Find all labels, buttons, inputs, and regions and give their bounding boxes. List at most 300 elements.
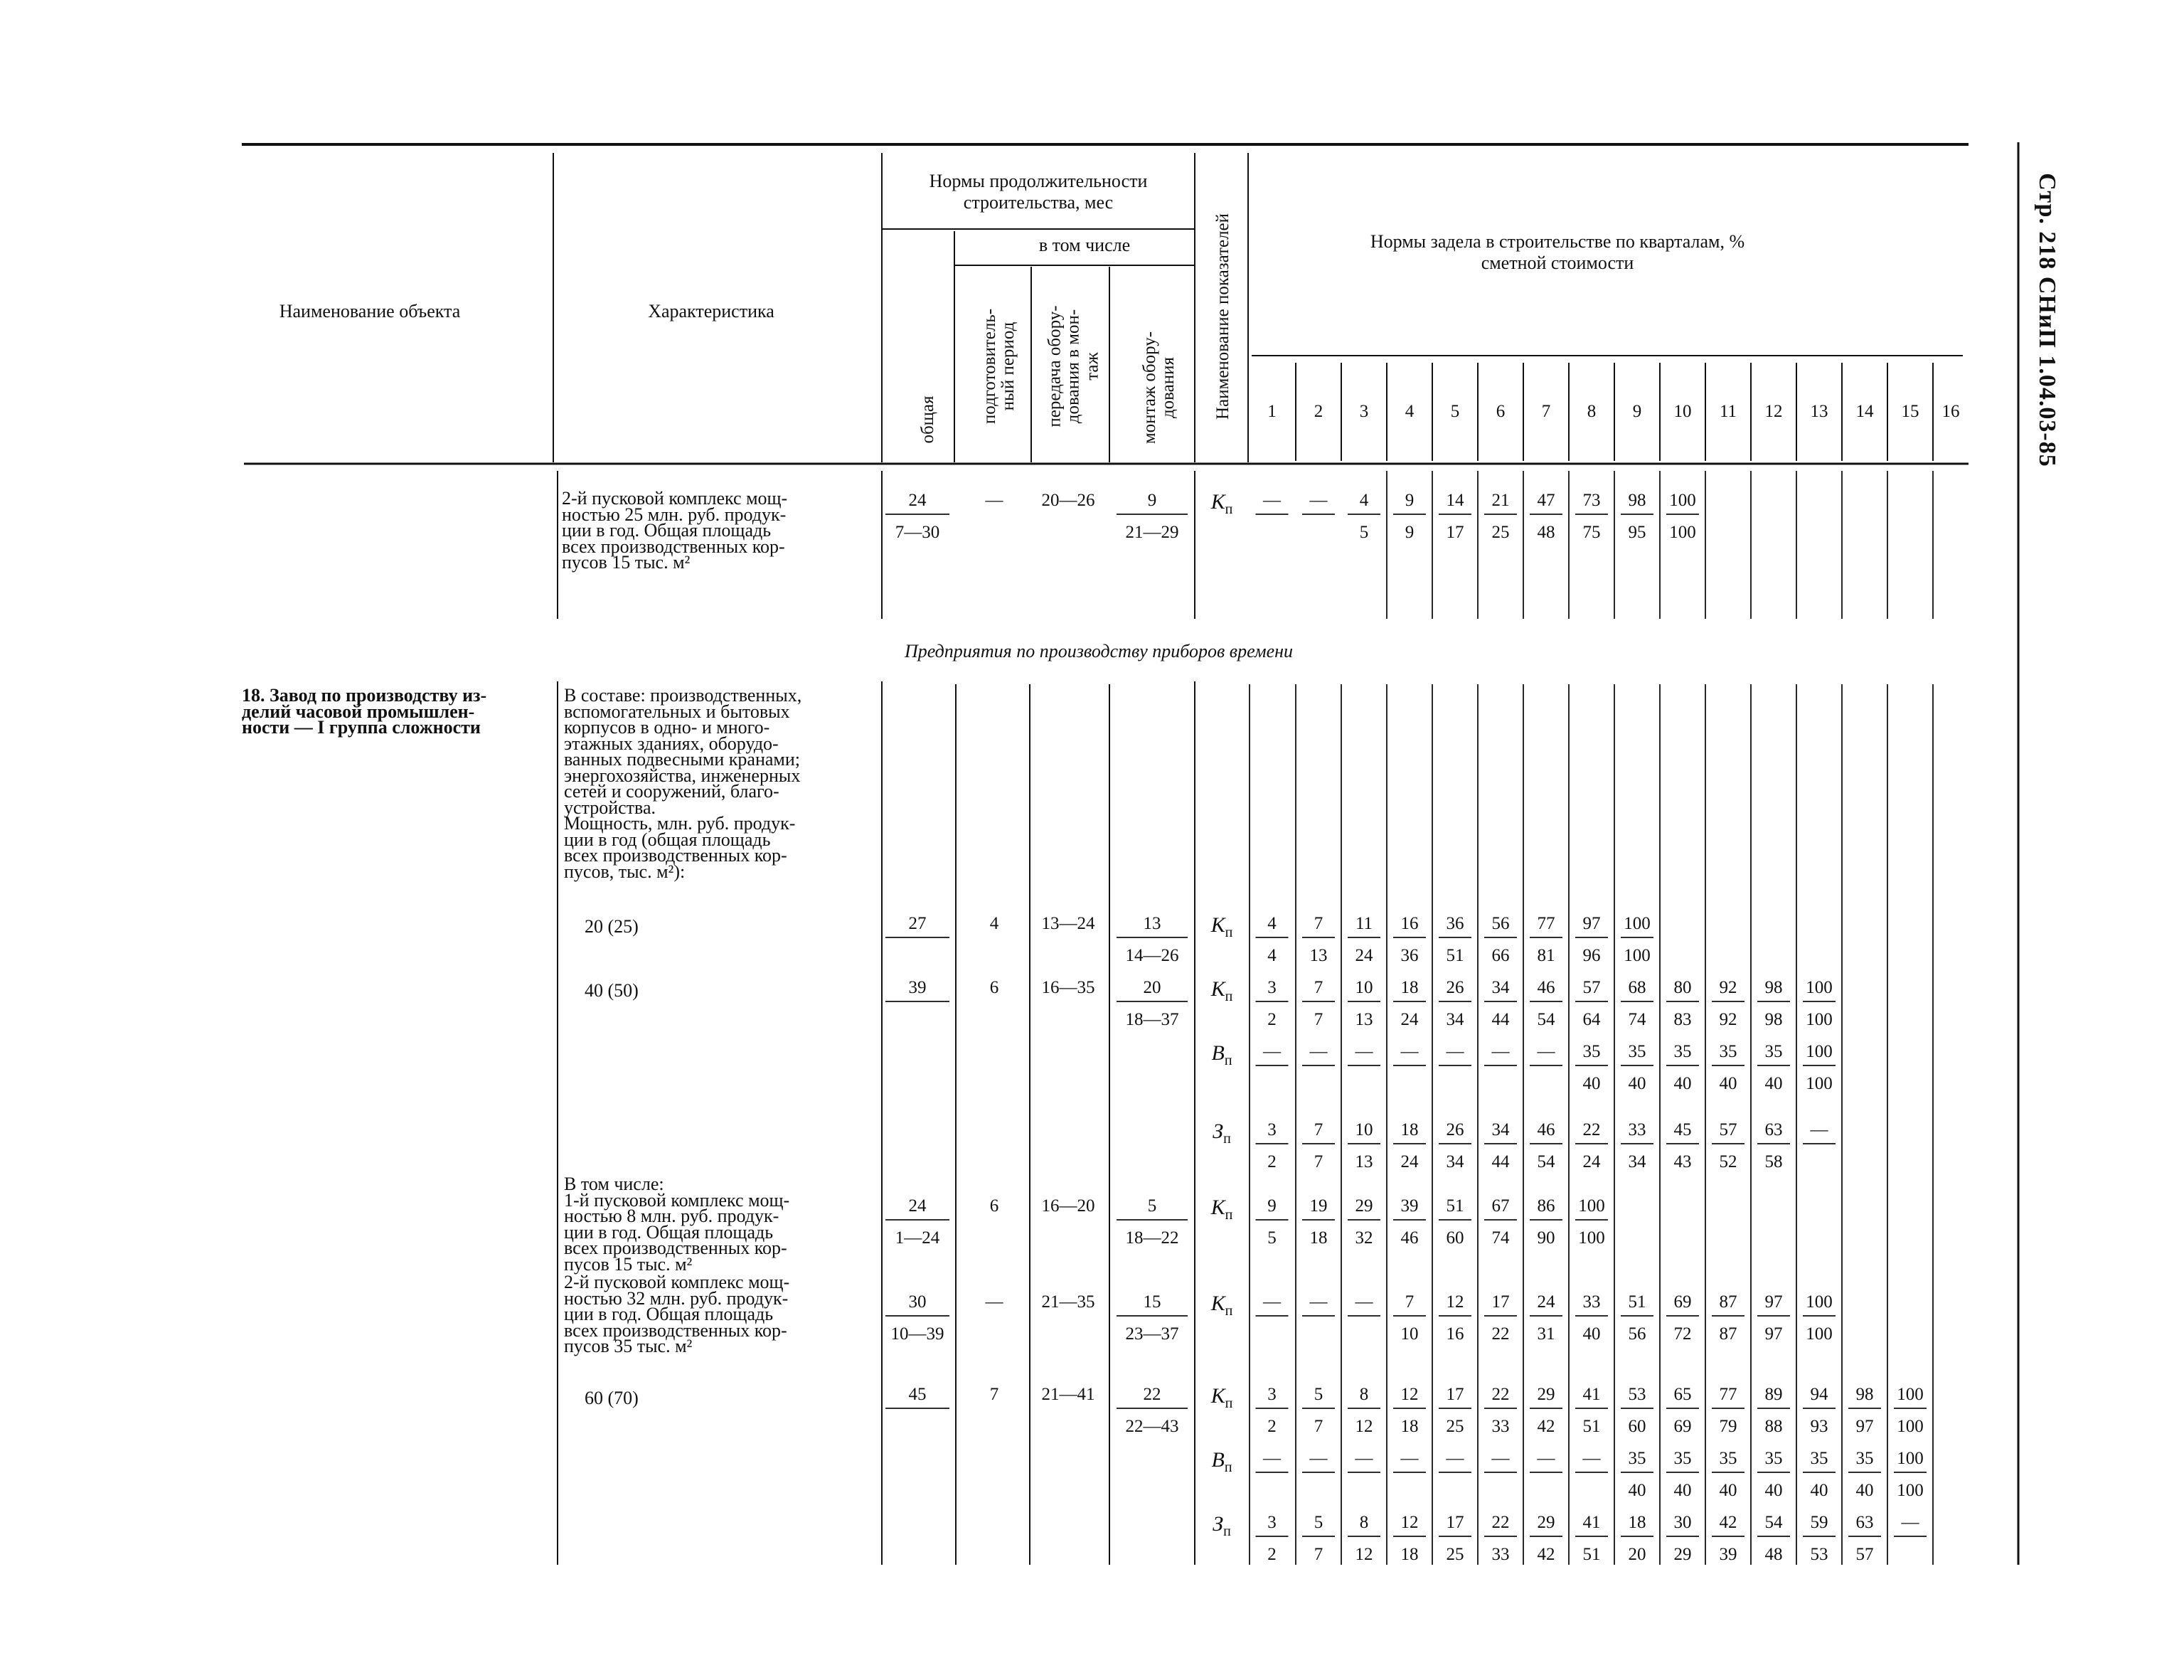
blk-a-line: ностью 25 млн. руб. продук- xyxy=(562,504,787,525)
indicator-К: $К_п$ xyxy=(1210,977,1233,1004)
q5-cell: 60 xyxy=(1446,1228,1464,1248)
blk-b-line: всех производственных кор- xyxy=(564,845,787,866)
transfer-cell: 21—35 xyxy=(1041,1292,1095,1312)
capacity-40: 40 (50) xyxy=(585,980,639,1001)
q13-cell: 35 xyxy=(1810,1449,1828,1468)
q6-cell: 44 xyxy=(1491,1152,1510,1171)
total-cell: 45 xyxy=(908,1385,927,1404)
q7-cell: 46 xyxy=(1537,1120,1555,1139)
section-title: Предприятия по производству приборов времени xyxy=(904,641,1294,661)
q10-cell: 40 xyxy=(1673,1481,1692,1500)
q8-cell: 51 xyxy=(1582,1545,1601,1564)
q9-cell: 60 xyxy=(1628,1417,1646,1436)
header-characteristic: Характеристика xyxy=(648,301,774,321)
q12-cell: 63 xyxy=(1764,1120,1783,1139)
q4-cell: 7 xyxy=(1405,1292,1415,1312)
q15-cell: 100 xyxy=(1897,1417,1924,1436)
blk-a-line: 2-й пусковой комплекс мощ- xyxy=(562,488,788,509)
prep-cell: 7 xyxy=(989,1385,999,1404)
quarter-header-10: 10 xyxy=(1673,402,1692,421)
blk-d-line: ции в год. Общая площадь xyxy=(564,1304,774,1324)
q2-cell: 7 xyxy=(1314,1152,1323,1171)
total-cell: 1—24 xyxy=(895,1228,940,1248)
q2-cell: 19 xyxy=(1309,1196,1328,1216)
q11-cell: 92 xyxy=(1719,978,1737,997)
obj18-line: ности — I группа сложности xyxy=(242,717,481,738)
transfer-cell: 13—24 xyxy=(1041,914,1095,933)
q11-cell: 52 xyxy=(1719,1152,1737,1171)
q11-cell: 39 xyxy=(1719,1545,1737,1564)
q3-cell: 24 xyxy=(1355,946,1373,965)
mount-cell: 13 xyxy=(1143,914,1161,933)
q1-cell: — xyxy=(1263,1449,1281,1468)
q4-cell: — xyxy=(1400,1042,1419,1061)
quarter-header-6: 6 xyxy=(1496,402,1506,421)
q5-cell: 17 xyxy=(1446,523,1464,542)
q8-cell: 41 xyxy=(1582,1513,1601,1532)
blk-d-line: ностью 32 млн. руб. продук- xyxy=(564,1287,789,1309)
total-cell: 24 xyxy=(908,491,927,510)
quarter-header-5: 5 xyxy=(1450,402,1460,421)
q5-cell: 16 xyxy=(1446,1324,1464,1344)
q13-cell: 100 xyxy=(1806,1324,1833,1344)
q4-cell: 39 xyxy=(1400,1196,1419,1216)
q13-cell: 94 xyxy=(1810,1385,1828,1404)
q5-cell: 51 xyxy=(1446,1196,1464,1216)
q5-cell: 34 xyxy=(1446,1152,1464,1171)
q3-cell: 29 xyxy=(1355,1196,1373,1216)
q6-cell: 17 xyxy=(1491,1292,1510,1312)
q9-cell: 35 xyxy=(1628,1449,1646,1468)
indicator-В: $В_п$ xyxy=(1211,1041,1232,1068)
q3-cell: 12 xyxy=(1355,1417,1373,1436)
q7-cell: 54 xyxy=(1537,1152,1555,1171)
q3-cell: 8 xyxy=(1359,1513,1369,1532)
q6-cell: 34 xyxy=(1491,1120,1510,1139)
q13-cell: — xyxy=(1810,1120,1828,1139)
q12-cell: 88 xyxy=(1764,1417,1783,1436)
q3-cell: — xyxy=(1355,1292,1373,1312)
q4-cell: 16 xyxy=(1400,914,1419,933)
q6-cell: — xyxy=(1491,1449,1510,1468)
q1-cell: 9 xyxy=(1267,1196,1277,1216)
transfer-cell: 16—20 xyxy=(1041,1196,1095,1216)
mount-cell: 15 xyxy=(1143,1292,1161,1312)
q10-cell: 29 xyxy=(1673,1545,1692,1564)
q1-cell: 5 xyxy=(1267,1228,1277,1248)
indicator-К: $К_п$ xyxy=(1210,490,1233,517)
q7-cell: 47 xyxy=(1537,491,1555,510)
q10-cell: 43 xyxy=(1673,1152,1692,1171)
q8-cell: 40 xyxy=(1582,1324,1601,1344)
q9-cell: 100 xyxy=(1624,914,1651,933)
q9-cell: 56 xyxy=(1628,1324,1646,1344)
q4-cell: 12 xyxy=(1400,1513,1419,1532)
blk-b-line: корпусов в одно- и много- xyxy=(564,717,770,738)
total-cell: 24 xyxy=(908,1196,927,1216)
indicator-К: $К_п$ xyxy=(1210,1384,1233,1411)
q4-cell: — xyxy=(1400,1449,1419,1468)
q1-cell: 2 xyxy=(1267,1152,1277,1171)
q8-cell: 64 xyxy=(1582,1010,1601,1029)
q2-cell: 13 xyxy=(1309,946,1328,965)
q5-cell: 17 xyxy=(1446,1513,1464,1532)
q11-cell: 35 xyxy=(1719,1449,1737,1468)
q1-cell: — xyxy=(1263,1292,1281,1312)
q4-cell: 9 xyxy=(1405,523,1415,542)
q14-cell: 97 xyxy=(1855,1417,1874,1436)
q13-cell: 53 xyxy=(1810,1545,1828,1564)
q9-cell: 51 xyxy=(1628,1292,1646,1312)
q9-cell: 98 xyxy=(1628,491,1646,510)
q1-cell: — xyxy=(1263,1042,1281,1061)
q9-cell: 20 xyxy=(1628,1545,1646,1564)
q1-cell: 3 xyxy=(1267,978,1277,997)
q6-cell: 56 xyxy=(1491,914,1510,933)
header-backlog: Нормы задела в строительстве по кварталам, % сметной стоимости xyxy=(1370,231,1745,273)
obj18-line: 18. Завод по производству из- xyxy=(242,685,487,706)
q7-cell: 81 xyxy=(1537,946,1555,965)
blk-d-line: пусов 35 тыс. м² xyxy=(564,1336,693,1356)
q3-cell: 4 xyxy=(1359,491,1369,510)
q3-cell: — xyxy=(1355,1449,1373,1468)
q7-cell: 42 xyxy=(1537,1545,1555,1564)
indicator-К: $К_п$ xyxy=(1210,913,1233,940)
total-cell: 7—30 xyxy=(895,523,940,542)
q7-cell: 24 xyxy=(1537,1292,1555,1312)
indicator-З: $З_п$ xyxy=(1213,1120,1231,1147)
q11-cell: 87 xyxy=(1719,1292,1737,1312)
q8-cell: 75 xyxy=(1582,523,1601,542)
q10-cell: 65 xyxy=(1673,1385,1692,1404)
total-cell: 30 xyxy=(908,1292,927,1312)
indicator-К: $К_п$ xyxy=(1210,1292,1233,1319)
q11-cell: 79 xyxy=(1719,1417,1737,1436)
q3-cell: 32 xyxy=(1355,1228,1373,1248)
indicator-З: $З_п$ xyxy=(1213,1512,1231,1539)
q12-cell: 98 xyxy=(1764,978,1783,997)
q2-cell: — xyxy=(1309,1292,1328,1312)
q11-cell: 40 xyxy=(1719,1074,1737,1093)
quarter-header-3: 3 xyxy=(1359,402,1369,421)
q9-cell: 53 xyxy=(1628,1385,1646,1404)
quarter-header-12: 12 xyxy=(1764,402,1783,421)
blk-a-line: ции в год. Общая площадь xyxy=(562,520,772,541)
q3-cell: 11 xyxy=(1355,914,1373,933)
q10-cell: 30 xyxy=(1673,1513,1692,1532)
q12-cell: 58 xyxy=(1764,1152,1783,1171)
q6-cell: 33 xyxy=(1491,1545,1510,1564)
q8-cell: 41 xyxy=(1582,1385,1601,1404)
blk-d-line: 2-й пусковой комплекс мощ- xyxy=(564,1272,790,1292)
indicator-К: $К_п$ xyxy=(1210,1196,1233,1223)
quarter-header-2: 2 xyxy=(1314,402,1323,421)
q6-cell: 66 xyxy=(1491,946,1510,965)
blk-b-line: Мощность, млн. руб. продук- xyxy=(564,813,796,834)
quarter-header-16: 16 xyxy=(1941,402,1960,421)
q8-cell: 24 xyxy=(1582,1152,1601,1171)
q8-cell: 73 xyxy=(1582,491,1601,510)
q7-cell: 54 xyxy=(1537,1010,1555,1029)
q2-cell: — xyxy=(1309,1042,1328,1061)
q7-cell: 77 xyxy=(1537,914,1555,933)
q6-cell: 33 xyxy=(1491,1417,1510,1436)
q4-cell: 9 xyxy=(1405,491,1415,510)
q9-cell: 18 xyxy=(1628,1513,1646,1532)
q7-cell: 31 xyxy=(1537,1324,1555,1344)
q4-cell: 18 xyxy=(1400,978,1419,997)
blk-b-line: В составе: производственных, xyxy=(564,685,802,706)
mount-cell: 23—37 xyxy=(1125,1324,1179,1344)
q8-cell: 100 xyxy=(1578,1196,1605,1216)
q13-cell: 100 xyxy=(1806,1042,1833,1061)
q7-cell: 86 xyxy=(1537,1196,1555,1216)
header-including: в том числе xyxy=(1038,235,1131,255)
q8-cell: — xyxy=(1582,1449,1601,1468)
q3-cell: — xyxy=(1355,1042,1373,1061)
q4-cell: 46 xyxy=(1400,1228,1419,1248)
blk-c-line: ностью 8 млн. руб. продук- xyxy=(564,1206,779,1226)
q14-cell: 35 xyxy=(1855,1449,1874,1468)
q7-cell: 48 xyxy=(1537,523,1555,542)
page-header: Стр. 218 СНиП 1.04.03-85 xyxy=(2034,173,2060,467)
prep-cell: — xyxy=(985,1292,1003,1312)
q13-cell: 93 xyxy=(1810,1417,1828,1436)
quarter-header-11: 11 xyxy=(1719,402,1737,421)
header-duration-group: Нормы продолжительности строительства, мес xyxy=(929,171,1148,213)
q4-cell: 12 xyxy=(1400,1385,1419,1404)
q13-cell: 40 xyxy=(1810,1481,1828,1500)
blk-b-line: ванных подвесными кранами; xyxy=(564,749,800,770)
q2-cell: 7 xyxy=(1314,1545,1323,1564)
q5-cell: 26 xyxy=(1446,1120,1464,1139)
q12-cell: 89 xyxy=(1764,1385,1783,1404)
q12-cell: 98 xyxy=(1764,1010,1783,1029)
q1-cell: 4 xyxy=(1267,946,1277,965)
q10-cell: 40 xyxy=(1673,1074,1692,1093)
total-cell: 39 xyxy=(908,978,927,997)
q13-cell: 59 xyxy=(1810,1513,1828,1532)
q1-cell: 4 xyxy=(1267,914,1277,933)
q8-cell: 100 xyxy=(1578,1228,1605,1248)
q6-cell: 22 xyxy=(1491,1513,1510,1532)
q15-cell: 100 xyxy=(1897,1481,1924,1500)
q6-cell: 67 xyxy=(1491,1196,1510,1216)
q11-cell: 87 xyxy=(1719,1324,1737,1344)
q3-cell: 10 xyxy=(1355,978,1373,997)
q6-cell: 34 xyxy=(1491,978,1510,997)
q9-cell: 40 xyxy=(1628,1074,1646,1093)
q14-cell: 98 xyxy=(1855,1385,1874,1404)
blk-b-line: вспомогательных и бытовых xyxy=(564,701,790,722)
quarter-header-7: 7 xyxy=(1541,402,1551,421)
q2-cell: 7 xyxy=(1314,1417,1323,1436)
q14-cell: 63 xyxy=(1855,1513,1874,1532)
mount-cell: 21—29 xyxy=(1125,523,1179,542)
q10-cell: 45 xyxy=(1673,1120,1692,1139)
q9-cell: 40 xyxy=(1628,1481,1646,1500)
blk-c-line: всех производственных кор- xyxy=(564,1238,787,1258)
q8-cell: 57 xyxy=(1582,978,1601,997)
q7-cell: — xyxy=(1537,1449,1555,1468)
q1-cell: 3 xyxy=(1267,1120,1277,1139)
q12-cell: 35 xyxy=(1764,1449,1783,1468)
q8-cell: 51 xyxy=(1582,1417,1601,1436)
total-cell: 27 xyxy=(908,914,927,933)
q11-cell: 77 xyxy=(1719,1385,1737,1404)
blk-b-line: энергохозяйства, инженерных xyxy=(564,765,801,786)
q2-cell: 7 xyxy=(1314,978,1323,997)
q4-cell: 18 xyxy=(1400,1545,1419,1564)
q7-cell: 46 xyxy=(1537,978,1555,997)
q10-cell: 100 xyxy=(1669,523,1696,542)
q9-cell: 35 xyxy=(1628,1042,1646,1061)
q5-cell: 12 xyxy=(1446,1292,1464,1312)
blk-b-line: этажных зданиях, оборудо- xyxy=(564,733,779,754)
q11-cell: 92 xyxy=(1719,1010,1737,1029)
q5-cell: 14 xyxy=(1446,491,1464,510)
q1-cell: — xyxy=(1263,491,1281,510)
q2-cell: — xyxy=(1309,491,1328,510)
q6-cell: 21 xyxy=(1491,491,1510,510)
q12-cell: 40 xyxy=(1764,1481,1783,1500)
q2-cell: — xyxy=(1309,1449,1328,1468)
quarter-header-9: 9 xyxy=(1632,402,1642,421)
q3-cell: 10 xyxy=(1355,1120,1373,1139)
q4-cell: 10 xyxy=(1400,1324,1419,1344)
obj18-line: делий часовой промышлен- xyxy=(242,701,475,722)
q8-cell: 22 xyxy=(1582,1120,1601,1139)
q5-cell: 51 xyxy=(1446,946,1464,965)
q15-cell: — xyxy=(1901,1513,1919,1532)
q2-cell: 7 xyxy=(1314,914,1323,933)
q7-cell: — xyxy=(1537,1042,1555,1061)
q5-cell: 17 xyxy=(1446,1385,1464,1404)
q11-cell: 40 xyxy=(1719,1481,1737,1500)
header-object-name: Наименование объекта xyxy=(279,301,461,321)
q6-cell: 25 xyxy=(1491,523,1510,542)
header-total: общая xyxy=(917,395,937,444)
q3-cell: 8 xyxy=(1359,1385,1369,1404)
q7-cell: 29 xyxy=(1537,1513,1555,1532)
q3-cell: 12 xyxy=(1355,1545,1373,1564)
header-indicator: Наименование показателей xyxy=(1213,213,1232,420)
blk-b-line: устройства. xyxy=(564,797,656,818)
header-mount: монтаж обору- дования xyxy=(1139,331,1178,445)
q11-cell: 35 xyxy=(1719,1042,1737,1061)
q5-cell: — xyxy=(1446,1042,1464,1061)
quarter-header-8: 8 xyxy=(1587,402,1597,421)
q5-cell: 34 xyxy=(1446,1010,1464,1029)
total-cell: 10—39 xyxy=(890,1324,944,1344)
mount-cell: 22—43 xyxy=(1125,1417,1179,1436)
quarter-header-15: 15 xyxy=(1901,402,1919,421)
quarter-header-13: 13 xyxy=(1810,402,1828,421)
q4-cell: 36 xyxy=(1400,946,1419,965)
header-prep: подготовитель- ный период xyxy=(979,308,1018,425)
q9-cell: 68 xyxy=(1628,978,1646,997)
prep-cell: — xyxy=(985,491,1003,510)
q8-cell: 40 xyxy=(1582,1074,1601,1093)
quarter-header-4: 4 xyxy=(1405,402,1415,421)
quarter-header-14: 14 xyxy=(1855,402,1874,421)
blk-c-line: пусов 15 тыс. м² xyxy=(564,1253,693,1275)
mount-cell: 18—22 xyxy=(1125,1228,1179,1248)
q5-cell: 36 xyxy=(1446,914,1464,933)
blk-a-line: всех производственных кор- xyxy=(562,536,785,557)
mount-cell: 22 xyxy=(1143,1385,1161,1404)
q10-cell: 100 xyxy=(1669,491,1696,510)
q6-cell: 44 xyxy=(1491,1010,1510,1029)
q13-cell: 100 xyxy=(1806,978,1833,997)
q10-cell: 83 xyxy=(1673,1010,1692,1029)
blk-a-line: пусов 15 тыс. м² xyxy=(562,552,691,573)
mount-cell: 20 xyxy=(1143,978,1161,997)
q3-cell: 5 xyxy=(1359,523,1369,542)
q6-cell: — xyxy=(1491,1042,1510,1061)
q6-cell: 22 xyxy=(1491,1385,1510,1404)
mount-cell: 14—26 xyxy=(1125,946,1179,965)
q10-cell: 35 xyxy=(1673,1449,1692,1468)
quarter-header-1: 1 xyxy=(1267,402,1277,421)
q5-cell: 26 xyxy=(1446,978,1464,997)
prep-cell: 6 xyxy=(989,1196,999,1216)
indicator-В: $В_п$ xyxy=(1211,1448,1232,1475)
q6-cell: 22 xyxy=(1491,1324,1510,1344)
q10-cell: 72 xyxy=(1673,1324,1692,1344)
q4-cell: 18 xyxy=(1400,1417,1419,1436)
q10-cell: 69 xyxy=(1673,1292,1692,1312)
q9-cell: 33 xyxy=(1628,1120,1646,1139)
q13-cell: 100 xyxy=(1806,1292,1833,1312)
q9-cell: 34 xyxy=(1628,1152,1646,1171)
q2-cell: 5 xyxy=(1314,1513,1323,1532)
capacity-60: 60 (70) xyxy=(585,1388,639,1408)
q11-cell: 42 xyxy=(1719,1513,1737,1532)
blk-b-line: пусов, тыс. м²): xyxy=(564,861,686,882)
q1-cell: 2 xyxy=(1267,1545,1277,1564)
q4-cell: 24 xyxy=(1400,1152,1419,1171)
q4-cell: 24 xyxy=(1400,1010,1419,1029)
q12-cell: 40 xyxy=(1764,1074,1783,1093)
q7-cell: 42 xyxy=(1537,1417,1555,1436)
q12-cell: 97 xyxy=(1764,1292,1783,1312)
q8-cell: 96 xyxy=(1582,946,1601,965)
prep-cell: 4 xyxy=(989,914,999,933)
q13-cell: 100 xyxy=(1806,1074,1833,1093)
transfer-cell: 20—26 xyxy=(1041,491,1095,510)
transfer-cell: 21—41 xyxy=(1041,1385,1095,1404)
q12-cell: 97 xyxy=(1764,1324,1783,1344)
q10-cell: 80 xyxy=(1673,978,1692,997)
q3-cell: 13 xyxy=(1355,1152,1373,1171)
header-transfer: передача обору- дования в мон- таж xyxy=(1045,305,1102,427)
q14-cell: 57 xyxy=(1855,1545,1874,1564)
q9-cell: 95 xyxy=(1628,523,1646,542)
q1-cell: 2 xyxy=(1267,1417,1277,1436)
q9-cell: 100 xyxy=(1624,946,1651,965)
q2-cell: 7 xyxy=(1314,1010,1323,1029)
blk-b-line: ции в год (общая площадь xyxy=(564,829,771,850)
q5-cell: 25 xyxy=(1446,1545,1464,1564)
q7-cell: 90 xyxy=(1537,1228,1555,1248)
q12-cell: 48 xyxy=(1764,1545,1783,1564)
q2-cell: 7 xyxy=(1314,1120,1323,1139)
q13-cell: 100 xyxy=(1806,1010,1833,1029)
q12-cell: 35 xyxy=(1764,1042,1783,1061)
q12-cell: 54 xyxy=(1764,1513,1783,1532)
blk-b-line: сетей и сооружений, благо- xyxy=(564,781,779,802)
